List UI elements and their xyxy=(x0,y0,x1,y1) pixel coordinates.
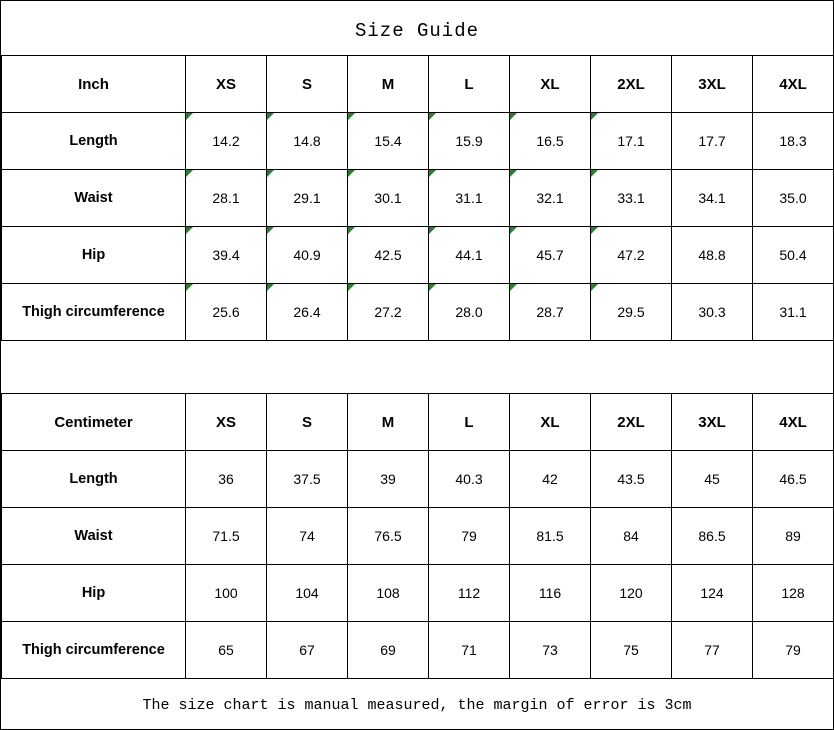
cell-hip-2xl: 47.2 xyxy=(591,227,672,284)
cell-thigh-s: 26.4 xyxy=(267,284,348,341)
cell-cm-length-xl: 42 xyxy=(510,451,591,508)
cell-thigh-xs: 25.6 xyxy=(186,284,267,341)
cell-thigh-4xl: 31.1 xyxy=(753,284,834,341)
table-row xyxy=(2,170,834,227)
cell-cm-hip-m: 108 xyxy=(348,565,429,622)
cell-hip-xs: 39.4 xyxy=(186,227,267,284)
cell-cm-length-m: 39 xyxy=(348,451,429,508)
table-row xyxy=(2,622,834,679)
column-header-4xl: 4XL xyxy=(753,56,834,113)
table-row xyxy=(2,113,834,170)
table-row xyxy=(2,508,834,565)
size-table-inch xyxy=(1,55,834,341)
table-row xyxy=(2,565,834,622)
row-label-cm-hip: Hip xyxy=(2,565,186,622)
cell-length-xl: 16.5 xyxy=(510,113,591,170)
cell-length-xs: 14.2 xyxy=(186,113,267,170)
cell-waist-xl: 32.1 xyxy=(510,170,591,227)
cell-hip-l: 44.1 xyxy=(429,227,510,284)
cell-cm-waist-s: 74 xyxy=(267,508,348,565)
table-header-row xyxy=(2,56,834,113)
cell-cm-thigh-xs: 65 xyxy=(186,622,267,679)
cell-cm-thigh-3xl: 77 xyxy=(672,622,753,679)
cell-cm-thigh-4xl: 79 xyxy=(753,622,834,679)
cell-cm-length-s: 37.5 xyxy=(267,451,348,508)
table-row xyxy=(2,451,834,508)
cell-cm-waist-xl: 81.5 xyxy=(510,508,591,565)
row-label-thigh-circumference: Thigh circumference xyxy=(2,284,186,341)
column-header-m: M xyxy=(348,56,429,113)
cell-length-4xl: 18.3 xyxy=(753,113,834,170)
measurement-note: The size chart is manual measured, the margin of error is 3cm xyxy=(142,697,692,714)
cell-length-2xl: 17.1 xyxy=(591,113,672,170)
column-header-3xl: 3XL xyxy=(672,56,753,113)
column-header-l: L xyxy=(429,56,510,113)
cell-waist-3xl: 34.1 xyxy=(672,170,753,227)
cell-cm-length-2xl: 43.5 xyxy=(591,451,672,508)
cell-cm-waist-3xl: 86.5 xyxy=(672,508,753,565)
cell-waist-l: 31.1 xyxy=(429,170,510,227)
cell-thigh-xl: 28.7 xyxy=(510,284,591,341)
cell-cm-hip-l: 112 xyxy=(429,565,510,622)
cell-cm-waist-2xl: 84 xyxy=(591,508,672,565)
cell-cm-waist-l: 79 xyxy=(429,508,510,565)
cell-hip-m: 42.5 xyxy=(348,227,429,284)
column-header-cm-l: L xyxy=(429,394,510,451)
column-header-cm-m: M xyxy=(348,394,429,451)
cell-cm-waist-xs: 71.5 xyxy=(186,508,267,565)
page-title: Size Guide xyxy=(354,20,480,42)
cell-cm-hip-3xl: 124 xyxy=(672,565,753,622)
cell-hip-xl: 45.7 xyxy=(510,227,591,284)
cell-waist-4xl: 35.0 xyxy=(753,170,834,227)
cell-thigh-3xl: 30.3 xyxy=(672,284,753,341)
row-label-cm-length: Length xyxy=(2,451,186,508)
column-header-cm-s: S xyxy=(267,394,348,451)
cell-hip-3xl: 48.8 xyxy=(672,227,753,284)
cell-thigh-2xl: 29.5 xyxy=(591,284,672,341)
cell-thigh-l: 28.0 xyxy=(429,284,510,341)
cell-cm-hip-s: 104 xyxy=(267,565,348,622)
size-tables xyxy=(1,55,833,679)
table-row xyxy=(2,227,834,284)
cell-cm-thigh-s: 67 xyxy=(267,622,348,679)
column-header-xl: XL xyxy=(510,56,591,113)
cell-cm-length-xs: 36 xyxy=(186,451,267,508)
column-header-s: S xyxy=(267,56,348,113)
cell-thigh-m: 27.2 xyxy=(348,284,429,341)
cell-cm-length-4xl: 46.5 xyxy=(753,451,834,508)
cell-length-l: 15.9 xyxy=(429,113,510,170)
cell-cm-thigh-m: 69 xyxy=(348,622,429,679)
cell-cm-length-3xl: 45 xyxy=(672,451,753,508)
column-header-cm-2xl: 2XL xyxy=(591,394,672,451)
row-label-cm-waist: Waist xyxy=(2,508,186,565)
table-header-row xyxy=(2,394,834,451)
column-header-2xl: 2XL xyxy=(591,56,672,113)
cell-cm-thigh-xl: 73 xyxy=(510,622,591,679)
cell-length-3xl: 17.7 xyxy=(672,113,753,170)
column-header-cm-xs: XS xyxy=(186,394,267,451)
cell-cm-waist-4xl: 89 xyxy=(753,508,834,565)
row-label-waist: Waist xyxy=(2,170,186,227)
cell-waist-xs: 28.1 xyxy=(186,170,267,227)
cell-waist-m: 30.1 xyxy=(348,170,429,227)
cell-length-m: 15.4 xyxy=(348,113,429,170)
column-header-cm-xl: XL xyxy=(510,394,591,451)
column-header-cm-4xl: 4XL xyxy=(753,394,834,451)
cell-cm-hip-xl: 116 xyxy=(510,565,591,622)
cell-cm-thigh-2xl: 75 xyxy=(591,622,672,679)
table-spacer xyxy=(1,341,833,393)
cell-cm-length-l: 40.3 xyxy=(429,451,510,508)
cell-cm-thigh-l: 71 xyxy=(429,622,510,679)
cell-length-s: 14.8 xyxy=(267,113,348,170)
unit-label-centimeter: Centimeter xyxy=(2,394,186,451)
cell-cm-waist-m: 76.5 xyxy=(348,508,429,565)
size-table-centimeter xyxy=(1,393,834,679)
row-label-cm-thigh-circumference: Thigh circumference xyxy=(2,622,186,679)
unit-label-inch: Inch xyxy=(2,56,186,113)
cell-cm-hip-4xl: 128 xyxy=(753,565,834,622)
column-header-xs: XS xyxy=(186,56,267,113)
cell-waist-2xl: 33.1 xyxy=(591,170,672,227)
cell-waist-s: 29.1 xyxy=(267,170,348,227)
column-header-cm-3xl: 3XL xyxy=(672,394,753,451)
cell-cm-hip-xs: 100 xyxy=(186,565,267,622)
cell-hip-4xl: 50.4 xyxy=(753,227,834,284)
table-row xyxy=(2,284,834,341)
row-label-hip: Hip xyxy=(2,227,186,284)
row-label-length: Length xyxy=(2,113,186,170)
cell-cm-hip-2xl: 120 xyxy=(591,565,672,622)
cell-hip-s: 40.9 xyxy=(267,227,348,284)
